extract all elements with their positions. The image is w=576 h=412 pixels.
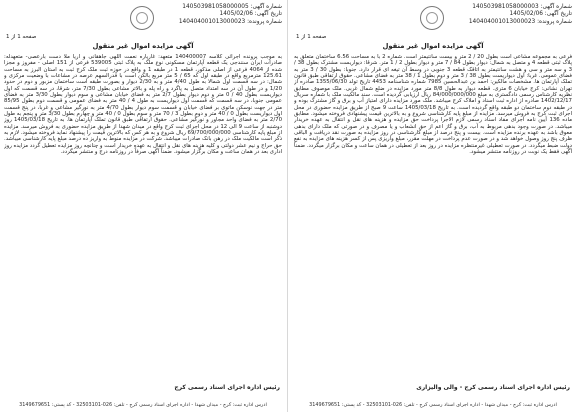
notice-meta [469,4,572,26]
column-divider [287,0,288,412]
notice-title: آگهی مزایده اموال غیر منقول [92,42,194,50]
registry-emblem-icon [130,6,154,30]
right-notice [290,0,576,412]
ad-number: شماره آگهی: 140503981058000003 [472,4,572,10]
office-address: آدرس اداره ثبت: کرج - میدان شهدا - اداره اجرای اسناد رسمی کرج - تلفن: 026-32503101 - کد پستی: 3149679651 [309,402,557,408]
signature: رئیس اداره اجرای اسناد رسمی کرج [174,384,280,391]
office-address: آدرس اداره ثبت: کرج - میدان شهدا - اداره اجرای اسناد رسمی کرج - تلفن: 026-32503101 - کد پستی: 3149679651 [19,402,267,408]
notice-body: به موجب پرونده اجرائی کلاسه 140400007 متعهد: غارپاره نعمت اللهی جاهقانی و آریا ملا دست بارعصی- متعهدله: صادرات ایران سنندجی یک قطعه آپارتمان مسکونی نوع ملک به پلاک ثبتی 539005 فرعی از 151 اصلی - مفروز و مجزا شده از 4064 فرعی از اصلی مذکور، قطعه 1 در طبقه 1 و واقع در حوزه ثبت ملک کرج ثبت به استان البرز به مساحت 125.61 مترمربع واقع در طبقه اول که 65 / 5 متر مربع بالکن است با قدرالسهم عرصه در مشاعات با وضعیت مرکزی و شمال: در سه قسمت اول شمالا به طول 4/40 متر و به 2/30 دیوار و بصورت طبقه است ساختمان مزبور و دوم در حدود 1/20 و در طول آن در سه امتداد متصل به پاگرد و راه پله و بالاتر مشاعی بطول 7/30 متر، شرقا، در سه قسمت که اول دیواریست بطول 40 / 0 متر و دوم دیوار بطول 2/7 متر به فضای خیابان مشاعی و سوم دیوار بطول 3/30 متر به فضای عمومی جنوبا، در سه قسمت که قسمت اول دیواریست به طول 4 / 40 متر به فضای عمومی و قسمت دوم بطول 85/95 متر در جهت نوسکن ماتوی بر فضای خیابان و قسمت سوم دیوار بطول 4/70 متر به نورگیر مشاعی و غربا، در پنج قسمت اول دیواریست بطول 0 / 40 متر و دوم بطول 3 / 70 متر و سوم بطول 0 / 40 متر و چهارم بطول 3/30 متر و پنجم به طول 2/70 متر به فضای واحد مجاور و نورگیر مشاعی. حقوق ارتفاقی طبق قانون تملک آپارتمان ها. به تاریخ 1405/03/18 روز دوشنبه از ساعت 9 الی 12 در محل اجرای ثبت کرج واقع در میدان شهدا از طریق مزایده حضوری به فروش میرسد. مزایده از مبلغ پایه کارشناسی 69/700/000/000 ریال شروع و به هر کس که بالاترین قیمت را پیشنهاد نماید فروخته میشود. لازم به ذکر است مالکیت ملک در رهن بانک صادرات میباشد. شرکت در مزایده منوط به واریز ده درصد مبلغ پایه کارشناسی میباشد. حق حراج و نیم عشر دولتی و کلیه هزینه های نقل و انتقال به عهده خریدار است و چنانچه روز مزایده تعطیل گردد مزایده روز اداری بعد در همان ساعت و مکان برگزار میشود. ضمناً آگهی صرفاً در روزنامه درج و منتشر میگردد. [4,54,282,156]
notice-body: فرعی به مجموعه مشاعی است بطول 20 / 2 متر و بیست سانتیمتر است. شماره 2 با به مساحت 6.56 ساختمان متعلق به پلاک ثبتی قطعه 4 و متصل به شمال: دیوار بطول 84 / 7 متر و دیوار بطول 2 / 1 متر. شرقا: دیواریست مشترک بطول 38 / 3 و سه متر و سی و هشت سانتیمتر به اتاقک قطعه 3 جنوبی در وسط آن تیغه ای قرار دارد. جنوبا: بطول 30 / 3 متر به فضای عمومی. غربا: اول دیواریست بطول 38 / 3 متر و دوم بطول 1 / 38 متر به فضای مشاعی. حقوق ارتفاقی طبق قانون تملک آپارتمان ها. مشخصات مالکین: احمد بن عبدالحسین 7985 شماره شناسنامه 4453 تاریخ تولد 1355/06/30 صادره از تهران نشانی: کرج خیابان 6 متری. قطعه دیوار به طول 8/8 متر مورد مزایده در ضلع شمال غربی. ملک موصوف مطابق نظریه کارشناس رسمی دادگستری به مبلغ 84/000/000/000 ریال ارزیابی گردیده است. سند مالکیت ملک با شماره سریال 1402/12/17 صادره از اداره ثبت اسناد و املاک کرج میباشد. ملک مورد مزایده دارای امتیاز آب و برق و گاز مشترک بوده و در طبقه دوم ساختمان دو طبقه واقع گردیده است. به تاریخ 1405/03/18 ساعت 9 صبح از طریق مزایده حضوری در محل اجرای ثبت کرج به فروش میرسد. مزایده از مبلغ پایه کارشناسی شروع و به بالاترین قیمت پیشنهادی فروخته میشود. مطابق ماده 136 آیین نامه اجرای مفاد اسناد رسمی لازم الاجرا پرداخت حق مزایده و هزینه های نقل و انتقال به عهده خریدار میباشد. در صورت وجود بدهی مربوط به آب، برق و گاز اعم از حق انشعاب و یا مصرف و در صورتی که ملک دارای بدهی معوق باشد به عهده برنده مزایده است. بیست و پنج درصد از مبلغ کارشناسی در روز مزایده به صورت نقد دریافت و الباقی ظرف پنج روز وصول خواهد شد و در صورت عدم پرداخت در مهلت مقرر، مبلغ واریزی پس از کسر هزینه های مزایده به نفع دولت ضبط میگردد. در صورت تعطیلی غیرمنتظره مزایده در روز بعد از تعطیلی در همان ساعت و مکان برگزار میگردد. ضمناً آگهی فقط یک نوبت در روزنامه منتشر میشود. [294,54,572,156]
case-number: شماره پرونده: 140404001013000023 [178,18,282,25]
ad-date: تاریخ آگهی: 1405/02/06 [509,11,572,18]
page-number: صفحه 1 از 1 [296,34,327,40]
registry-emblem-icon [420,6,444,30]
notice-meta [179,4,282,26]
page-number: صفحه 1 از 1 [6,34,37,40]
left-notice [0,0,286,412]
ad-number: شماره آگهی: 140503981058000005 [182,4,282,10]
signature: رئیس اداره اجرای اسناد رسمی کرج - والی والیزاری [416,384,570,391]
ad-date: تاریخ آگهی: 1405/02/06 [219,11,282,18]
case-number: شماره پرونده: 140404001013000023 [468,18,572,25]
notice-title: آگهی مزایده اموال غیر منقول [382,42,484,50]
